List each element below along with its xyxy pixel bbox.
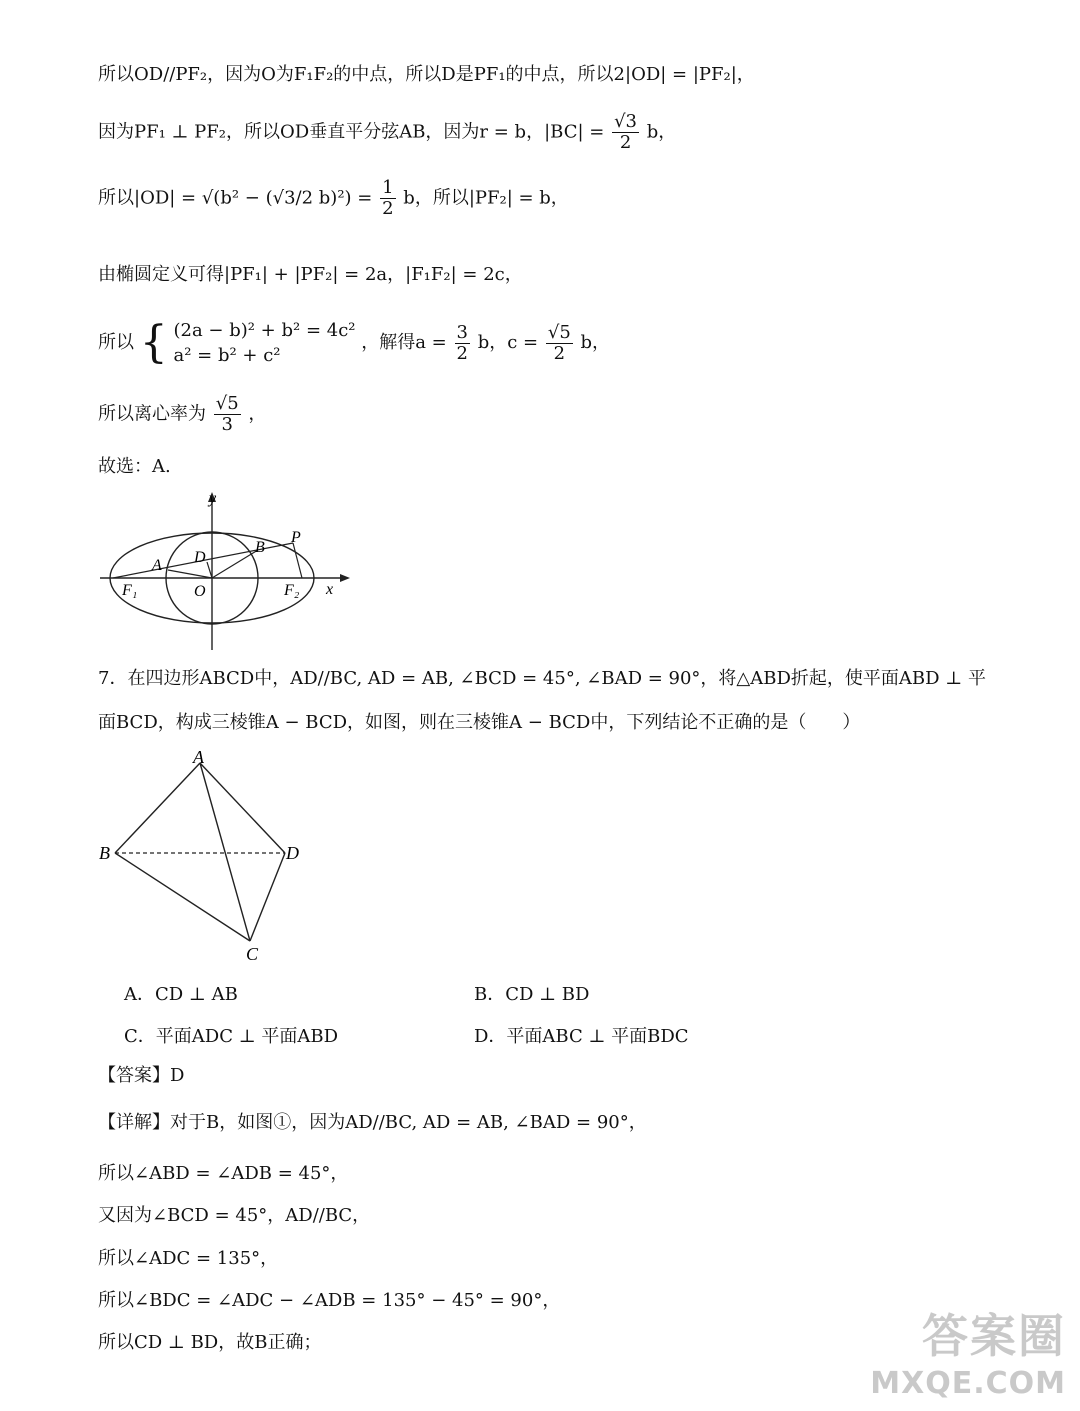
choice-answer-text: 故选：A.	[98, 456, 171, 477]
option-a-text: A．CD ⊥ AB	[124, 984, 238, 1005]
solution-line-4	[98, 264, 523, 286]
solution-line-3	[98, 178, 569, 219]
solution-text: 所以	[98, 332, 134, 354]
solution-text: b，	[580, 332, 611, 354]
vertex-label-b: B	[99, 843, 110, 863]
solution-text: b，c =	[477, 332, 539, 354]
point-label-f1: F₁	[122, 582, 138, 599]
solution-text: 由椭圆定义可得|PF₁| + |PF₂| = 2a，|F₁F₂| = 2c，	[98, 264, 523, 285]
solution-line-2	[98, 112, 676, 153]
solution-line-7	[98, 456, 171, 478]
solution-text: ，	[248, 403, 267, 425]
point-label-p: P	[291, 529, 301, 546]
vertex-label-c: C	[246, 944, 259, 964]
equation-1: (2a − b)² + b² = 4c²	[173, 320, 356, 341]
detail-text: 所以∠BDC = ∠ADC − ∠ADB = 135° − 45° = 90°，	[98, 1290, 561, 1311]
option-c[interactable]	[124, 1022, 338, 1048]
solution-text: 所以OD//PF₂，因为O为F₁F₂的中点，所以D是PF₁的中点，所以2|OD| = |PF₂|，	[98, 64, 755, 85]
option-b-text: B．CD ⊥ BD	[474, 984, 590, 1005]
solution-text: b，所以|PF₂| = b，	[403, 187, 569, 209]
detail-line-1	[98, 1112, 647, 1134]
option-d-text: D．平面ABC ⊥ 平面BDC	[474, 1026, 689, 1047]
fraction: $\frac{√5}{2}$	[547, 321, 571, 364]
axis-label-y: y	[209, 490, 217, 507]
question-text: 7．在四边形ABCD中，AD//BC, AD = AB, ∠BCD = 45°, ∠BAD = 90°，将△ABD折起，使平面ABD ⊥ 平	[98, 668, 986, 689]
option-d[interactable]	[474, 1022, 689, 1048]
watermark-bottom: MXQE.COM	[870, 1366, 1066, 1401]
solution-line-1	[98, 64, 755, 86]
watermark	[870, 1300, 1066, 1401]
point-label-f2: F₂	[284, 582, 300, 599]
point-label-d: D	[194, 549, 206, 566]
detail-text: 【详解】对于B，如图①，因为AD//BC, AD = AB, ∠BAD = 90°，	[98, 1112, 647, 1133]
axis-label-x: x	[326, 581, 334, 598]
detail-line-5	[98, 1290, 560, 1312]
answer-text: 【答案】D	[98, 1065, 185, 1086]
solution-text: b，	[646, 121, 677, 143]
detail-text: 所以CD ⊥ BD，故B正确；	[98, 1332, 322, 1353]
solution-line-5	[98, 318, 610, 368]
detail-line-2	[98, 1163, 348, 1185]
detail-text: 又因为∠BCD = 45°，AD//BC，	[98, 1205, 371, 1226]
brace-symbol: {	[139, 317, 168, 369]
question-text: 面BCD，构成三棱锥A − BCD，如图，则在三棱锥A − BCD中，下列结论不正确的是（ ）	[98, 712, 861, 733]
solution-text: 所以|OD| = √(b² − (√3/2 b)²) =	[98, 187, 373, 209]
equation-2: a² = b² + c²	[173, 345, 281, 367]
detail-line-4	[98, 1248, 278, 1270]
question-7-line-1	[98, 668, 986, 690]
fraction: $\frac{1}{2}$	[382, 177, 394, 219]
vertex-label-a: A	[193, 747, 204, 767]
detail-text: 所以∠ADC = 135°，	[98, 1248, 279, 1269]
option-a[interactable]	[124, 980, 238, 1006]
question-7-line-2	[98, 712, 860, 734]
answer-line	[98, 1065, 184, 1087]
vertex-label-d: D	[286, 843, 299, 863]
tetrahedron-figure	[95, 745, 315, 970]
detail-text: 所以∠ABD = ∠ADB = 45°，	[98, 1163, 349, 1184]
detail-line-6	[98, 1332, 321, 1354]
point-label-a: A	[152, 557, 162, 574]
watermark-top: 答案圈	[922, 1309, 1066, 1363]
solution-text: ，解得a =	[361, 332, 447, 354]
option-c-text: C．平面ADC ⊥ 平面ABD	[124, 1026, 339, 1047]
detail-line-3	[98, 1205, 370, 1227]
equation-system	[173, 318, 355, 368]
option-b[interactable]	[474, 980, 589, 1006]
fraction: $\frac{√5}{3}$	[215, 393, 239, 435]
point-label-o: O	[194, 583, 206, 600]
ellipse-figure	[95, 488, 355, 653]
fraction: $\frac{3}{2}$	[456, 321, 468, 364]
solution-line-6	[98, 394, 266, 435]
fraction: $\frac{√3}{2}$	[614, 111, 637, 153]
solution-text: 所以离心率为	[98, 403, 206, 425]
point-label-b: B	[255, 539, 265, 556]
solution-text: 因为PF₁ ⊥ PF₂，所以OD垂直平分弦AB，因为r = b，|BC| =	[98, 121, 605, 143]
